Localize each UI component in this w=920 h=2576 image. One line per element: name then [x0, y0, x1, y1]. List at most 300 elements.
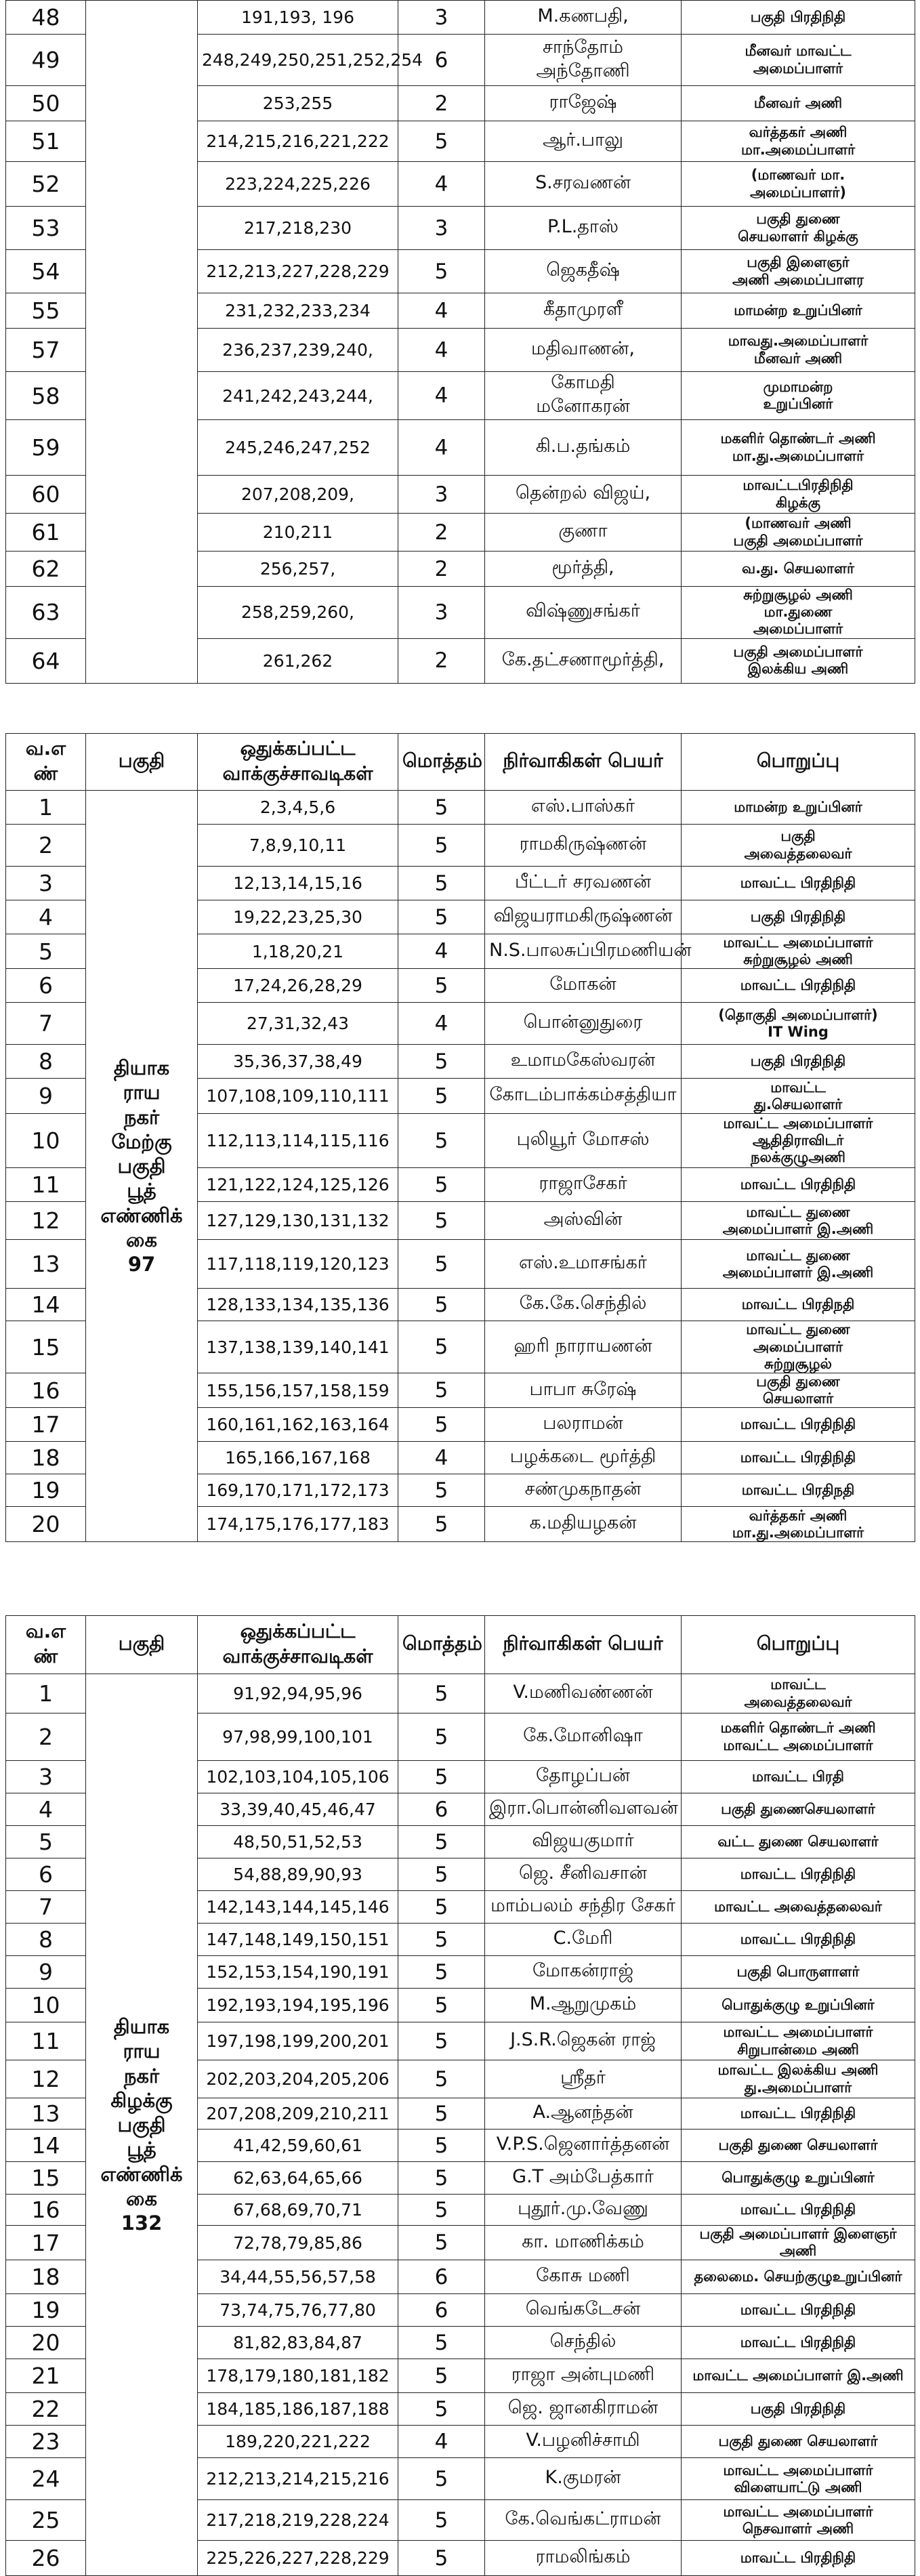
booth-total: 2	[398, 638, 485, 683]
area-cell: தியாக ராய நகர் மேற்கு பகுதி பூத் எண்ணிக் கை 97	[86, 791, 198, 1542]
official-name: க.மதியழகன்	[485, 1507, 682, 1542]
booth-numbers: 147,148,149,150,151	[198, 1924, 398, 1956]
booth-numbers: 1,18,20,21	[198, 934, 398, 969]
booth-total: 4	[398, 1003, 485, 1045]
booth-numbers: 207,208,209,210,211	[198, 2098, 398, 2130]
booth-numbers: 225,226,227,228,229	[198, 2541, 398, 2576]
official-role: மாவட்ட அவைத்தலைவர்	[682, 1674, 915, 1713]
official-name: குணா	[485, 514, 682, 552]
official-role: பகுதி பிரதிநிதி	[682, 1, 915, 35]
official-role: சுற்றுசூழல் அணி மா.துணை அமைப்பாளர்	[682, 587, 915, 639]
official-role: மாவட்ட பிரதிநிதி	[682, 1858, 915, 1891]
serial-number: 59	[6, 420, 86, 476]
booth-numbers: 72,78,79,85,86	[198, 2226, 398, 2260]
official-role: (மாணவர் மா. அமைப்பாளர்)	[682, 162, 915, 207]
header-booths: ஒதுக்கப்பட்ட வாக்குச்சாவடிகள்	[198, 1616, 398, 1674]
official-role: (தொகுதி அமைப்பாளர்) IT Wing	[682, 1003, 915, 1045]
official-role: மாவட்ட பிரதி	[682, 1761, 915, 1793]
booth-total: 2	[398, 552, 485, 587]
booth-total: 4	[398, 162, 485, 207]
booth-numbers: 261,262	[198, 638, 398, 683]
header-area: பகுதி	[86, 734, 198, 791]
official-name: ராஜா அன்புமணி	[485, 2359, 682, 2393]
booth-total: 5	[398, 1924, 485, 1956]
booth-numbers: 107,108,109,110,111	[198, 1079, 398, 1114]
booth-numbers: 19,22,23,25,30	[198, 900, 398, 934]
booth-numbers: 48,50,51,52,53	[198, 1826, 398, 1858]
booth-numbers: 127,129,130,131,132	[198, 1202, 398, 1240]
serial-number: 64	[6, 638, 86, 683]
booth-total: 3	[398, 1, 485, 35]
booth-total: 6	[398, 2294, 485, 2327]
booth-numbers: 197,198,199,200,201	[198, 2022, 398, 2060]
serial-number: 23	[6, 2426, 86, 2458]
official-role: பகுதி அமைப்பாளர் இலக்கிய அணி	[682, 638, 915, 683]
official-role: பகுதி துணை செயலாளர்	[682, 2426, 915, 2458]
booth-numbers: 169,170,171,172,173	[198, 1474, 398, 1507]
booth-total: 2	[398, 514, 485, 552]
booth-total: 5	[398, 791, 485, 825]
official-role: மாமன்ற உறுப்பினர்	[682, 791, 915, 825]
table-body-1	[6, 1, 915, 684]
serial-number: 50	[6, 86, 86, 121]
official-name: கி.ப.தங்கம்	[485, 420, 682, 476]
serial-number: 2	[6, 1713, 86, 1761]
table-row	[6, 1674, 915, 1713]
official-role: மாவட்ட அமைப்பாளர் இ.அணி	[682, 2359, 915, 2393]
serial-number: 1	[6, 791, 86, 825]
booth-total: 5	[398, 1761, 485, 1793]
booth-numbers: 210,211	[198, 514, 398, 552]
booth-numbers: 27,31,32,43	[198, 1003, 398, 1045]
booth-total: 5	[398, 2500, 485, 2541]
serial-number: 53	[6, 207, 86, 250]
serial-number: 14	[6, 1289, 86, 1321]
official-role: மாவட்ட பிரதிநதி	[682, 1289, 915, 1321]
booth-total: 5	[398, 2162, 485, 2195]
booth-total: 5	[398, 2130, 485, 2162]
booth-numbers: 223,224,225,226	[198, 162, 398, 207]
official-role: மாவட்ட அவைத்தலைவர்	[682, 1891, 915, 1924]
official-name: கே.தட்சணாமூர்த்தி,	[485, 638, 682, 683]
official-role: மாவட்ட பிரதிநிதி	[682, 1408, 915, 1442]
serial-number: 17	[6, 2226, 86, 2260]
official-role: மாவட்ட பிரதிநிதி	[682, 1168, 915, 1202]
header-serial: வ.எ ண்	[6, 734, 86, 791]
official-name: V.பழனிச்சாமி	[485, 2426, 682, 2458]
official-name: P.L.தாஸ்	[485, 207, 682, 250]
official-role: பொதுக்குழு உறுப்பினர்	[682, 1989, 915, 2022]
header-role: பொறுப்பு	[682, 734, 915, 791]
official-role: வ.து. செயலாளர்	[682, 552, 915, 587]
booth-numbers: 256,257,	[198, 552, 398, 587]
booth-numbers: 128,133,134,135,136	[198, 1289, 398, 1321]
booth-total: 5	[398, 250, 485, 293]
serial-number: 12	[6, 2060, 86, 2098]
table-row	[6, 791, 915, 825]
booth-total: 5	[398, 1373, 485, 1407]
officials-table-2	[5, 733, 915, 1542]
serial-number: 1	[6, 1674, 86, 1713]
official-role: மாவட்டபிரதிநிதி கிழக்கு	[682, 476, 915, 514]
official-name: உமாமகேஸ்வரன்	[485, 1045, 682, 1079]
official-role: மாவட்ட அமைப்பாளர் நெசவாளர் அணி	[682, 2500, 915, 2541]
serial-number: 20	[6, 1507, 86, 1542]
header-name: நிர்வாகிகள் பெயர்	[485, 1616, 682, 1674]
official-role: பகுதி அமைப்பாளர் இளைஞர் அணி	[682, 2226, 915, 2260]
booth-numbers: 258,259,260,	[198, 587, 398, 639]
serial-number: 24	[6, 2458, 86, 2500]
booth-total: 5	[398, 825, 485, 867]
official-role: வட்ட துணை செயலாளர்	[682, 1826, 915, 1858]
booth-total: 4	[398, 372, 485, 420]
booth-numbers: 12,13,14,15,16	[198, 867, 398, 900]
official-name: கா. மாணிக்கம்	[485, 2226, 682, 2260]
booth-total: 5	[398, 969, 485, 1003]
booth-numbers: 7,8,9,10,11	[198, 825, 398, 867]
official-name: பலராமன்	[485, 1408, 682, 1442]
booth-total: 5	[398, 1321, 485, 1373]
booth-numbers: 191,193, 196	[198, 1, 398, 35]
official-name: இரா.பொன்னிவளவன்	[485, 1793, 682, 1826]
official-role: மாவட்ட அமைப்பாளர் விளையாட்டு அணி	[682, 2458, 915, 2500]
officials-table-1	[5, 0, 915, 684]
official-role: மாவட்ட பிரதிநிதி	[682, 1442, 915, 1474]
booth-total: 4	[398, 2426, 485, 2458]
booth-total: 5	[398, 1474, 485, 1507]
serial-number: 3	[6, 1761, 86, 1793]
official-name: ஆர்.பாலு	[485, 121, 682, 162]
booth-total: 3	[398, 476, 485, 514]
booth-total: 5	[398, 2541, 485, 2576]
booth-numbers: 54,88,89,90,93	[198, 1858, 398, 1891]
booth-numbers: 160,161,162,163,164	[198, 1408, 398, 1442]
booth-numbers: 165,166,167,168	[198, 1442, 398, 1474]
serial-number: 55	[6, 293, 86, 329]
officials-table-3	[5, 1615, 915, 2576]
booth-total: 4	[398, 329, 485, 372]
booth-numbers: 73,74,75,76,77,80	[198, 2294, 398, 2327]
serial-number: 54	[6, 250, 86, 293]
official-name: N.S.பாலசுப்பிரமணியன்	[485, 934, 682, 969]
official-role: மாவட்ட அமைப்பாளர் ஆதிதிராவிடர் நலக்குழுஅணி	[682, 1114, 915, 1168]
official-role: மாவட்ட பிரதிநிதி	[682, 2098, 915, 2130]
booth-total: 5	[398, 1289, 485, 1321]
official-name: சாந்தோம் அந்தோணி	[485, 35, 682, 86]
official-name: கோடம்பாக்கம்சத்தியா	[485, 1079, 682, 1114]
booth-numbers: 184,185,186,187,188	[198, 2393, 398, 2426]
serial-number: 4	[6, 1793, 86, 1826]
official-name: கே.மோனிஷா	[485, 1713, 682, 1761]
official-name: செந்தில்	[485, 2327, 682, 2359]
booth-numbers: 155,156,157,158,159	[198, 1373, 398, 1407]
serial-number: 11	[6, 2022, 86, 2060]
booth-numbers: 62,63,64,65,66	[198, 2162, 398, 2195]
booth-total: 5	[398, 121, 485, 162]
booth-numbers: 217,218,230	[198, 207, 398, 250]
official-role: மாவட்ட பிரதிநிதி	[682, 2294, 915, 2327]
serial-number: 5	[6, 1826, 86, 1858]
official-name: எஸ்.பாஸ்கர்	[485, 791, 682, 825]
booth-total: 5	[398, 1045, 485, 1079]
official-name: ராஜேஷ்	[485, 86, 682, 121]
booth-total: 6	[398, 1793, 485, 1826]
official-name: மாம்பலம் சந்திர சேகர்	[485, 1891, 682, 1924]
official-name: M.கணபதி,	[485, 1, 682, 35]
booth-total: 5	[398, 2022, 485, 2060]
serial-number: 22	[6, 2393, 86, 2426]
booth-numbers: 152,153,154,190,191	[198, 1956, 398, 1989]
booth-numbers: 112,113,114,115,116	[198, 1114, 398, 1168]
booth-numbers: 2,3,4,5,6	[198, 791, 398, 825]
booth-numbers: 212,213,214,215,216	[198, 2458, 398, 2500]
booth-numbers: 241,242,243,244,	[198, 372, 398, 420]
official-name: ஜெ. ஜானகிராமன்	[485, 2393, 682, 2426]
area-cell	[86, 1, 198, 684]
serial-number: 6	[6, 1858, 86, 1891]
serial-number: 25	[6, 2500, 86, 2541]
official-name: விஜயகுமார்	[485, 1826, 682, 1858]
booth-numbers: 33,39,40,45,46,47	[198, 1793, 398, 1826]
official-role: மாவட்ட அமைப்பாளர் சிறுபான்மை அணி	[682, 2022, 915, 2060]
official-role: மாவட்ட துணை அமைப்பாளர் சுற்றுசூழல்	[682, 1321, 915, 1373]
serial-number: 6	[6, 969, 86, 1003]
booth-total: 5	[398, 1507, 485, 1542]
booth-total: 4	[398, 420, 485, 476]
table-body-3	[6, 1674, 915, 2576]
booth-total: 5	[398, 1202, 485, 1240]
serial-number: 58	[6, 372, 86, 420]
official-role: பொதுக்குழு உறுப்பினர்	[682, 2162, 915, 2195]
official-name: V.மணிவண்ணன்	[485, 1674, 682, 1713]
booth-numbers: 245,246,247,252	[198, 420, 398, 476]
official-name: புலியூர் மோசஸ்	[485, 1114, 682, 1168]
official-role: (மாணவர் அணி பகுதி அமைப்பாளர்	[682, 514, 915, 552]
table-header-3	[6, 1616, 915, 1674]
official-role: மகளிர் தொண்டர் அணி மா.து.அமைப்பாளர்	[682, 420, 915, 476]
official-role: மாவட்ட பிரதிநிதி	[682, 969, 915, 1003]
official-name: M.ஆறுமுகம்	[485, 1989, 682, 2022]
booth-total: 5	[398, 867, 485, 900]
official-role: மாமன்ற உறுப்பினர்	[682, 293, 915, 329]
official-role: வர்த்தகர் அணி மா.து.அமைப்பாளர்	[682, 1507, 915, 1542]
serial-number: 2	[6, 825, 86, 867]
official-name: புதூர்.மு.வேணு	[485, 2195, 682, 2226]
official-name: ராமலிங்கம்	[485, 2541, 682, 2576]
serial-number: 10	[6, 1989, 86, 2022]
header-booths: ஒதுக்கப்பட்ட வாக்குச்சாவடிகள்	[198, 734, 398, 791]
official-name: மோகன்	[485, 969, 682, 1003]
booth-total: 5	[398, 2098, 485, 2130]
booth-total: 5	[398, 900, 485, 934]
official-name: தோழப்பன்	[485, 1761, 682, 1793]
official-name: மதிவாணன்,	[485, 329, 682, 372]
booth-total: 5	[398, 1891, 485, 1924]
booth-total: 5	[398, 2458, 485, 2500]
header-area: பகுதி	[86, 1616, 198, 1674]
official-role: பகுதி துணை செயலாளர்	[682, 1373, 915, 1407]
booth-numbers: 97,98,99,100,101	[198, 1713, 398, 1761]
booth-numbers: 178,179,180,181,182	[198, 2359, 398, 2393]
table-section-3	[5, 1615, 915, 2576]
official-name: A.ஆனந்தன்	[485, 2098, 682, 2130]
official-name: விஷ்ணுசங்கர்	[485, 587, 682, 639]
official-role: பகுதி பிரதிநிதி	[682, 900, 915, 934]
serial-number: 19	[6, 1474, 86, 1507]
booth-total: 4	[398, 934, 485, 969]
header-total: மொத்தம்	[398, 734, 485, 791]
booth-total: 5	[398, 1408, 485, 1442]
official-role: வர்த்தகர் அணி மா.அமைப்பாளர்	[682, 121, 915, 162]
official-role: மாவட்ட பிரதிநதி	[682, 1474, 915, 1507]
serial-number: 51	[6, 121, 86, 162]
official-role: மாவட்ட துணை அமைப்பாளர் இ.அணி	[682, 1240, 915, 1289]
table-row	[6, 1, 915, 35]
official-role: மாவது.அமைப்பாளர் மீனவர் அணி	[682, 329, 915, 372]
serial-number: 5	[6, 934, 86, 969]
official-name: கீதாமுரளீ	[485, 293, 682, 329]
booth-numbers: 231,232,233,234	[198, 293, 398, 329]
booth-total: 5	[398, 2359, 485, 2393]
official-role: மாவட்ட அமைப்பாளர் சுற்றுசூழல் அணி	[682, 934, 915, 969]
official-name: பழக்கடை மூர்த்தி	[485, 1442, 682, 1474]
serial-number: 61	[6, 514, 86, 552]
official-role: மாவட்ட பிரதிநிதி	[682, 2541, 915, 2576]
serial-number: 19	[6, 2294, 86, 2327]
booth-numbers: 35,36,37,38,49	[198, 1045, 398, 1079]
booth-total: 6	[398, 2260, 485, 2294]
booth-total: 5	[398, 1956, 485, 1989]
serial-number: 26	[6, 2541, 86, 2576]
booth-numbers: 202,203,204,205,206	[198, 2060, 398, 2098]
serial-number: 15	[6, 2162, 86, 2195]
booth-total: 5	[398, 2226, 485, 2260]
official-name: பொன்னுதுரை	[485, 1003, 682, 1045]
official-name: வெங்கடேசன்	[485, 2294, 682, 2327]
serial-number: 62	[6, 552, 86, 587]
booth-numbers: 192,193,194,195,196	[198, 1989, 398, 2022]
serial-number: 8	[6, 1045, 86, 1079]
booth-numbers: 137,138,139,140,141	[198, 1321, 398, 1373]
header-serial: வ.எ ண்	[6, 1616, 86, 1674]
official-name: C.மேரி	[485, 1924, 682, 1956]
serial-number: 7	[6, 1003, 86, 1045]
header-role: பொறுப்பு	[682, 1616, 915, 1674]
official-name: கே.கே.செந்தில்	[485, 1289, 682, 1321]
serial-number: 49	[6, 35, 86, 86]
official-role: பகுதி துணை செயலாளர் கிழக்கு	[682, 207, 915, 250]
booth-numbers: 253,255	[198, 86, 398, 121]
official-name: அஸ்வின்	[485, 1202, 682, 1240]
booth-total: 3	[398, 207, 485, 250]
official-name: மோகன்ராஜ்	[485, 1956, 682, 1989]
serial-number: 17	[6, 1408, 86, 1442]
serial-number: 9	[6, 1079, 86, 1114]
booth-total: 2	[398, 86, 485, 121]
official-role: பகுதி இளைஞர் அணி அமைப்பாளர	[682, 250, 915, 293]
official-name: எஸ்.உமாசங்கர்	[485, 1240, 682, 1289]
table-section-1	[5, 0, 915, 684]
booth-numbers: 212,213,227,228,229	[198, 250, 398, 293]
booth-total: 5	[398, 2060, 485, 2098]
official-role: மீனவர் அணி	[682, 86, 915, 121]
serial-number: 63	[6, 587, 86, 639]
official-name: ஜெகதீஷ்	[485, 250, 682, 293]
booth-total: 5	[398, 1713, 485, 1761]
booth-numbers: 248,249,250,251,252,254	[198, 35, 398, 86]
official-name: J.S.R.ஜெகன் ராஜ்	[485, 2022, 682, 2060]
official-name: ஸ்ரீதர்	[485, 2060, 682, 2098]
booth-numbers: 189,220,221,222	[198, 2426, 398, 2458]
serial-number: 13	[6, 1240, 86, 1289]
official-name: விஜயராமகிருஷ்ணன்	[485, 900, 682, 934]
booth-total: 4	[398, 293, 485, 329]
official-name: ராஜாசேகர்	[485, 1168, 682, 1202]
booth-numbers: 102,103,104,105,106	[198, 1761, 398, 1793]
serial-number: 16	[6, 1373, 86, 1407]
official-role: முமாமன்ற உறுப்பினர்	[682, 372, 915, 420]
official-name: தென்றல் விஜய்,	[485, 476, 682, 514]
official-role: பகுதி பொருளாளர்	[682, 1956, 915, 1989]
serial-number: 14	[6, 2130, 86, 2162]
booth-total: 4	[398, 1442, 485, 1474]
official-name: கே.வெங்கட்ராமன்	[485, 2500, 682, 2541]
official-role: பகுதி துணை செயலாளர்	[682, 2130, 915, 2162]
booth-numbers: 142,143,144,145,146	[198, 1891, 398, 1924]
official-name: சண்முகநாதன்	[485, 1474, 682, 1507]
official-role: மாவட்ட துணை அமைப்பாளர் இ.அணி	[682, 1202, 915, 1240]
serial-number: 21	[6, 2359, 86, 2393]
official-name: ஹரி நாராயணன்	[485, 1321, 682, 1373]
serial-number: 52	[6, 162, 86, 207]
serial-number: 20	[6, 2327, 86, 2359]
serial-number: 16	[6, 2195, 86, 2226]
booth-total: 5	[398, 1240, 485, 1289]
official-role: மாவட்ட பிரதிநிதி	[682, 867, 915, 900]
header-total: மொத்தம்	[398, 1616, 485, 1674]
official-role: தலைமை. செயற்குழுஉறுப்பினர்	[682, 2260, 915, 2294]
booth-numbers: 34,44,55,56,57,58	[198, 2260, 398, 2294]
official-role: மாவட்ட து.செயலாளர்	[682, 1079, 915, 1114]
booth-numbers: 217,218,219,228,224	[198, 2500, 398, 2541]
booth-numbers: 91,92,94,95,96	[198, 1674, 398, 1713]
official-role: பகுதி பிரதிநிதி	[682, 1045, 915, 1079]
official-name: பீட்டர் சரவணன்	[485, 867, 682, 900]
official-name: G.T அம்பேத்கார்	[485, 2162, 682, 2195]
official-role: பகுதி அவைத்தலைவர்	[682, 825, 915, 867]
official-role: மாவட்ட பிரதிநிதி	[682, 2327, 915, 2359]
serial-number: 15	[6, 1321, 86, 1373]
serial-number: 9	[6, 1956, 86, 1989]
table-section-2	[5, 733, 915, 1542]
official-role: பகுதி துணைசெயலாளர்	[682, 1793, 915, 1826]
booth-total: 3	[398, 587, 485, 639]
serial-number: 8	[6, 1924, 86, 1956]
booth-numbers: 174,175,176,177,183	[198, 1507, 398, 1542]
booth-numbers: 121,122,124,125,126	[198, 1168, 398, 1202]
serial-number: 60	[6, 476, 86, 514]
booth-numbers: 214,215,216,221,222	[198, 121, 398, 162]
booth-total: 5	[398, 1079, 485, 1114]
official-name: K.குமரன்	[485, 2458, 682, 2500]
official-name: S.சரவணன்	[485, 162, 682, 207]
official-name: ஜெ. சீனிவசான்	[485, 1858, 682, 1891]
table-body-2	[6, 791, 915, 1542]
official-role: மாவட்ட பிரதிநிதி	[682, 2195, 915, 2226]
official-role: மாவட்ட பிரதிநிதி	[682, 1924, 915, 1956]
booth-total: 5	[398, 2327, 485, 2359]
official-name: கோசு மணி	[485, 2260, 682, 2294]
